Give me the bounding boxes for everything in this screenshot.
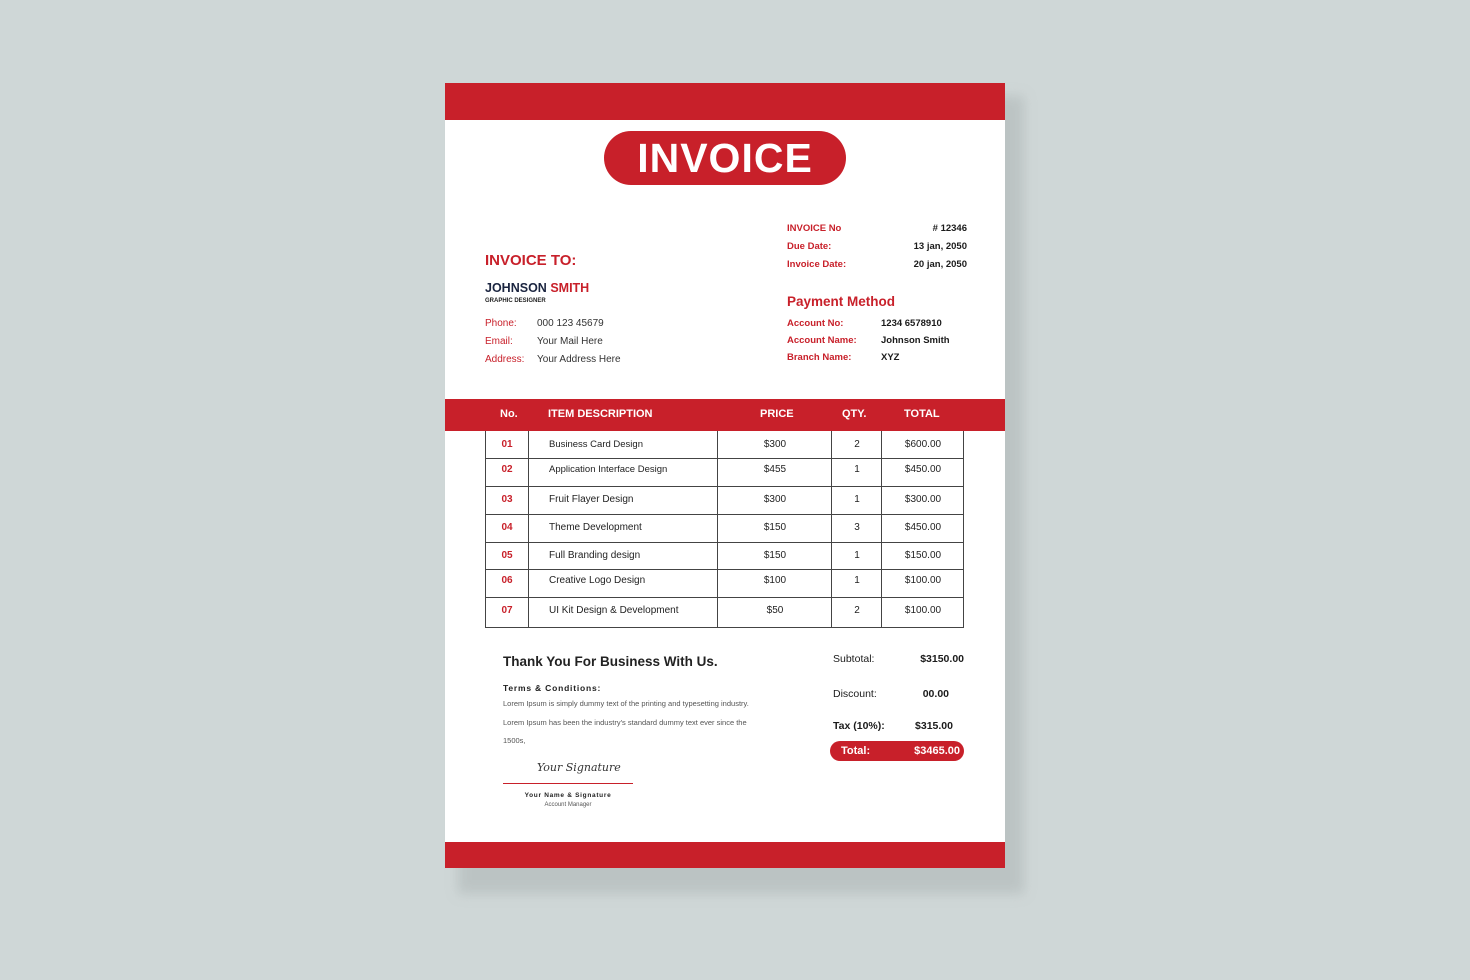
client-first-name: JOHNSON: [485, 281, 547, 295]
item-qty: 1: [854, 575, 860, 586]
payment-label: Account Name:: [787, 335, 857, 346]
subtotal-label: Subtotal:: [833, 653, 875, 665]
contact-value: 000 123 45679: [537, 318, 604, 329]
item-price: $150: [763, 522, 787, 533]
contact-email: [485, 336, 603, 347]
thank-you-message: Thank You For Business With Us.: [503, 654, 718, 669]
client-name: [485, 281, 589, 295]
item-qty: 2: [854, 439, 860, 450]
subtotal-row: [833, 653, 964, 665]
item-description: UI Kit Design & Development: [549, 605, 679, 616]
item-price: $150: [763, 550, 787, 561]
header-total: TOTAL: [904, 408, 940, 420]
item-total: $600.00: [904, 439, 942, 450]
signature-line: [503, 783, 633, 784]
discount-label: Discount:: [833, 688, 877, 700]
discount-value: 00.00: [922, 688, 949, 700]
item-total: $450.00: [904, 464, 942, 475]
item-qty: 1: [854, 494, 860, 505]
payment-label: Branch Name:: [787, 352, 852, 363]
item-no: 01: [501, 439, 513, 450]
payment-account-name: [787, 335, 977, 346]
table-row: [486, 569, 963, 598]
invoice-to-heading: INVOICE TO:: [485, 252, 577, 269]
contact-value: Your Mail Here: [537, 336, 603, 347]
payment-branch-name: [787, 352, 977, 363]
signature-name: Your Name & Signature: [524, 792, 612, 799]
item-total: $300.00: [904, 494, 942, 505]
items-table: [485, 431, 964, 628]
item-total: $100.00: [904, 605, 942, 616]
contact-label: Email:: [485, 336, 513, 347]
terms-heading: Terms & Conditions:: [503, 683, 602, 693]
subtotal-value: $3150.00: [920, 653, 964, 665]
payment-value: XYZ: [881, 352, 900, 363]
meta-value: 20 jan, 2050: [913, 259, 967, 270]
meta-invoice-date: [787, 259, 967, 270]
payment-value: Johnson Smith: [881, 335, 950, 346]
contact-phone: [485, 318, 604, 329]
item-no: 05: [501, 550, 513, 561]
contact-label: Address:: [485, 354, 525, 365]
meta-label: Invoice Date:: [787, 259, 847, 270]
contact-address: [485, 354, 621, 365]
item-price: $300: [763, 439, 787, 450]
item-qty: 3: [854, 522, 860, 533]
payment-method-heading: Payment Method: [787, 294, 896, 309]
total-value: $3465.00: [914, 745, 960, 757]
meta-value: 13 jan, 2050: [913, 241, 967, 252]
table-header: [445, 399, 1005, 431]
table-row: [486, 542, 963, 570]
contact-value: Your Address Here: [537, 354, 621, 365]
table-row: [486, 431, 963, 459]
signature: Your Signature: [537, 761, 621, 774]
invoice-page: [445, 83, 1005, 868]
meta-due-date: [787, 241, 967, 252]
item-description: Fruit Flayer Design: [549, 494, 634, 505]
item-no: 06: [501, 575, 513, 586]
payment-value: 1234 6578910: [881, 318, 942, 329]
discount-row: [833, 688, 949, 700]
header-description: ITEM DESCRIPTION: [548, 408, 653, 420]
total-row: [830, 741, 964, 761]
item-total: $150.00: [904, 550, 942, 561]
table-row: [486, 458, 963, 487]
client-role: GRAPHIC DESIGNER: [485, 298, 546, 304]
meta-label: INVOICE No: [787, 223, 842, 234]
item-description: Creative Logo Design: [549, 575, 646, 586]
tax-row: [833, 720, 953, 732]
header-price: PRICE: [760, 408, 794, 420]
table-row: [486, 514, 963, 543]
top-accent-bar: [445, 83, 1005, 120]
item-description: Business Card Design: [549, 439, 643, 450]
tax-label: Tax (10%):: [833, 720, 885, 732]
meta-invoice-no: [787, 223, 967, 234]
contact-label: Phone:: [485, 318, 517, 329]
item-qty: 2: [854, 605, 860, 616]
tax-value: $315.00: [915, 720, 953, 732]
invoice-title: INVOICE: [604, 131, 846, 185]
item-total: $100.00: [904, 575, 942, 586]
header-no: No.: [500, 408, 518, 420]
item-qty: 1: [854, 550, 860, 561]
total-label: Total:: [841, 745, 871, 757]
item-description: Full Branding design: [549, 550, 641, 561]
item-no: 07: [501, 605, 513, 616]
item-description: Theme Development: [549, 522, 642, 533]
item-description: Application Interface Design: [549, 464, 668, 475]
item-no: 02: [501, 464, 513, 475]
item-qty: 1: [854, 464, 860, 475]
terms-text: Lorem Ipsum is simply dummy text of the printing and typesetting industry. Lorem Ipsum has been the industry's standard dummy text ever since the 1500s,: [503, 699, 749, 745]
bottom-accent-bar: [445, 842, 1005, 868]
item-price: $50: [766, 605, 784, 616]
item-price: $100: [763, 575, 787, 586]
client-last-name: SMITH: [550, 281, 590, 295]
table-row: [486, 597, 963, 628]
meta-value: # 12346: [932, 223, 967, 234]
signature-role: Account Manager: [544, 802, 592, 808]
item-price: $300: [763, 494, 787, 505]
item-no: 04: [501, 522, 513, 533]
item-no: 03: [501, 494, 513, 505]
payment-label: Account No:: [787, 318, 844, 329]
item-total: $450.00: [904, 522, 942, 533]
payment-account-no: [787, 318, 977, 329]
table-row: [486, 486, 963, 515]
meta-label: Due Date:: [787, 241, 832, 252]
header-qty: QTY.: [842, 408, 867, 420]
item-price: $455: [763, 464, 787, 475]
